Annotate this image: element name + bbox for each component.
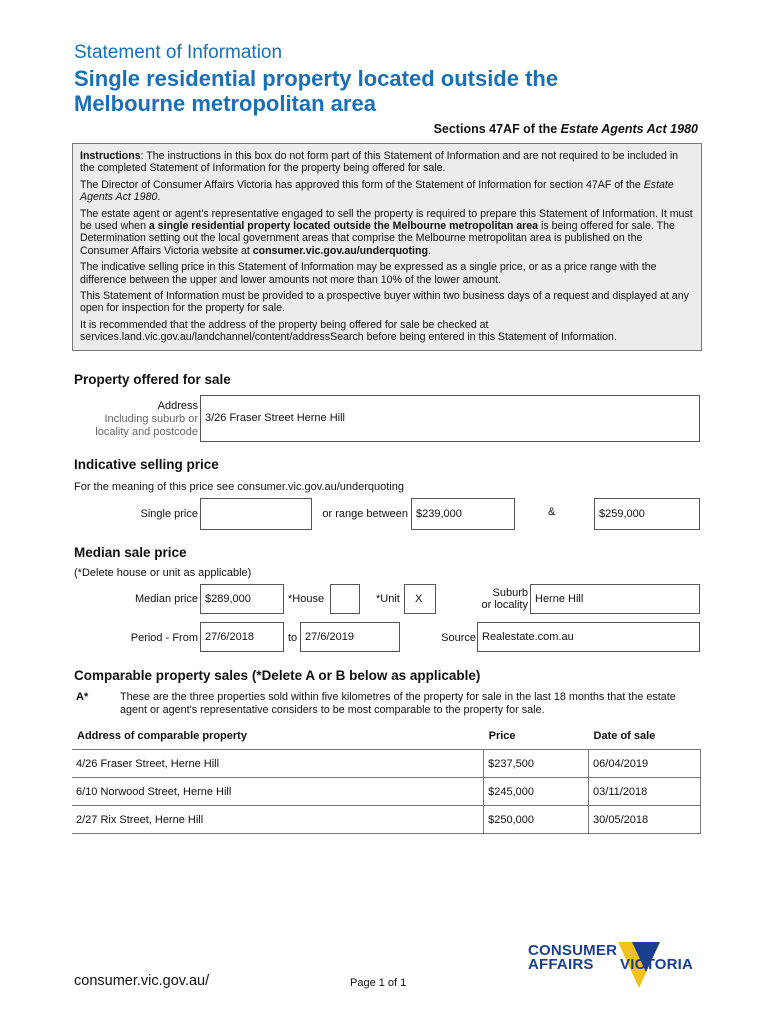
column-header-price: Price [488, 730, 516, 742]
table-row [72, 778, 701, 806]
range-low-field[interactable]: $239,000 [411, 498, 515, 530]
instructions-p1 [80, 150, 694, 175]
instructions-p3-end: . [427, 244, 431, 257]
instructions-p3-b: is being offered for sale. The Determination setting out the local government areas that comprise the Melbourne metropolitan area is published on the Consumer Affairs Victoria website at [80, 220, 675, 257]
single-price-field[interactable] [200, 498, 312, 530]
comparable-description: These are the three properties sold within five kilometres of the property for sale in the last 18 months that the estate agent or agent's representative considers to be most comparable to the property for sale. [120, 691, 676, 716]
logo-line-consumer: CONSUMER [528, 942, 618, 959]
underquoting-link[interactable]: consumer.vic.gov.au/underquoting [252, 244, 428, 257]
suburb-label-line1: Suburb [492, 587, 528, 599]
comparable-date-cell[interactable]: 06/04/2019 [589, 750, 701, 778]
sections-act: Estate Agents Act 1980 [560, 122, 698, 136]
logo-line-victoria: VICTORIA [620, 956, 693, 973]
range-label: or range between [322, 508, 408, 520]
comparable-price-cell[interactable]: $250,000 [484, 806, 589, 834]
unit-label: *Unit [376, 593, 400, 605]
instructions-p2-text: The Director of Consumer Affairs Victoria has approved this form of the Statement of Information for section 47AF of the [80, 178, 644, 191]
range-high-field[interactable]: $259,000 [594, 498, 700, 530]
instructions-label: Instructions [80, 150, 141, 162]
form-subtitle: Statement of Information [74, 42, 283, 63]
median-price-field[interactable]: $289,000 [200, 584, 284, 614]
sections-reference [434, 122, 698, 136]
selling-note: For the meaning of this price see consumer.vic.gov.au/underquoting [74, 481, 404, 493]
instructions-p2-act: Estate Agents Act 1980 [80, 178, 674, 204]
period-to-field[interactable]: 27/6/2019 [300, 622, 400, 652]
comparable-table [72, 723, 701, 834]
page-number: Page 1 of 1 [350, 977, 407, 989]
instructions-p4: The indicative selling price in this Statement of Information may be expressed as a single price, or as a price range with the difference between the upper and lower amounts not more than 10% of the lower amount. [80, 261, 657, 286]
column-header-address: Address of comparable property [77, 730, 247, 742]
instructions-p3-bold: a single residential property located outside the Melbourne metropolitan area [148, 220, 539, 233]
option-a-marker: A* [76, 691, 89, 703]
house-label: *House [288, 593, 325, 605]
period-to-label: to [288, 632, 298, 644]
median-price-label: Median price [135, 593, 198, 605]
period-from-field[interactable]: 27/6/2018 [200, 622, 284, 652]
instructions-p2 [80, 179, 694, 204]
address-label [80, 400, 198, 439]
footer-url: consumer.vic.gov.au/ [74, 973, 210, 989]
instructions-box [72, 143, 702, 351]
instructions-p3-a: The estate agent or agent's representative engaged to sell the property is required to prepare this Statement of Information. It must be used when [80, 207, 693, 233]
sections-prefix: Sections 47AF of the [433, 122, 561, 136]
house-field[interactable] [330, 584, 360, 614]
median-note: (*Delete house or unit as applicable) [74, 567, 252, 579]
comparable-price-cell[interactable]: $245,000 [484, 778, 589, 806]
source-field[interactable]: Realestate.com.au [477, 622, 700, 652]
comparable-heading: Comparable property sales (*Delete A or B below as applicable) [74, 668, 481, 683]
instructions-p6: It is recommended that the address of the property being offered for sale be checked at services.land.vic.gov.au/landchannel/content/addressSearch before being entered in this Statement of Information. [80, 318, 617, 344]
column-header-date: Date of sale [593, 730, 656, 742]
table-row [72, 750, 701, 778]
form-title [74, 66, 694, 116]
comparable-address-cell[interactable]: 6/10 Norwood Street, Herne Hill [72, 778, 484, 806]
range-ampersand: & [548, 506, 556, 518]
address-label-line2: Including suburb or [104, 413, 198, 425]
median-heading: Median sale price [74, 545, 187, 560]
instructions-p3 [80, 208, 694, 258]
unit-field[interactable]: X [404, 584, 436, 614]
comparable-address-cell[interactable]: 4/26 Fraser Street, Herne Hill [72, 750, 484, 778]
instructions-p5: This Statement of Information must be provided to a prospective buyer within two business days of a request and displayed at any open for inspection for the property for sale. [80, 290, 689, 315]
property-heading: Property offered for sale [74, 372, 231, 387]
selling-heading: Indicative selling price [74, 457, 219, 472]
comparable-date-cell[interactable]: 03/11/2018 [589, 778, 701, 806]
form-title-line1: Single residential property located outside the [74, 66, 559, 91]
logo-line-affairs: AFFAIRS [528, 956, 594, 973]
address-label-line1: Address [157, 400, 198, 412]
address-field[interactable]: 3/26 Fraser Street Herne Hill [200, 395, 700, 442]
comparable-price-cell[interactable]: $237,500 [484, 750, 589, 778]
source-label: Source [441, 632, 476, 644]
single-price-label: Single price [140, 508, 198, 520]
suburb-label [462, 587, 528, 611]
address-label-line3: locality and postcode [95, 426, 198, 438]
table-row [72, 806, 701, 834]
table-header-row [72, 723, 701, 750]
suburb-label-line2: or locality [481, 599, 528, 611]
suburb-field[interactable]: Herne Hill [530, 584, 700, 614]
form-title-line2: Melbourne metropolitan area [74, 91, 376, 116]
instructions-p1-text: : The instructions in this box do not form part of this Statement of Information and are not required to be included in the completed Statement of Information for the property being offered for sale. [80, 150, 679, 175]
comparable-date-cell[interactable]: 30/05/2018 [589, 806, 701, 834]
instructions-p2-end: . [157, 191, 161, 204]
comparable-address-cell[interactable]: 2/27 Rix Street, Herne Hill [72, 806, 484, 834]
period-from-label: Period - From [130, 632, 198, 644]
consumer-affairs-victoria-logo [528, 942, 708, 990]
